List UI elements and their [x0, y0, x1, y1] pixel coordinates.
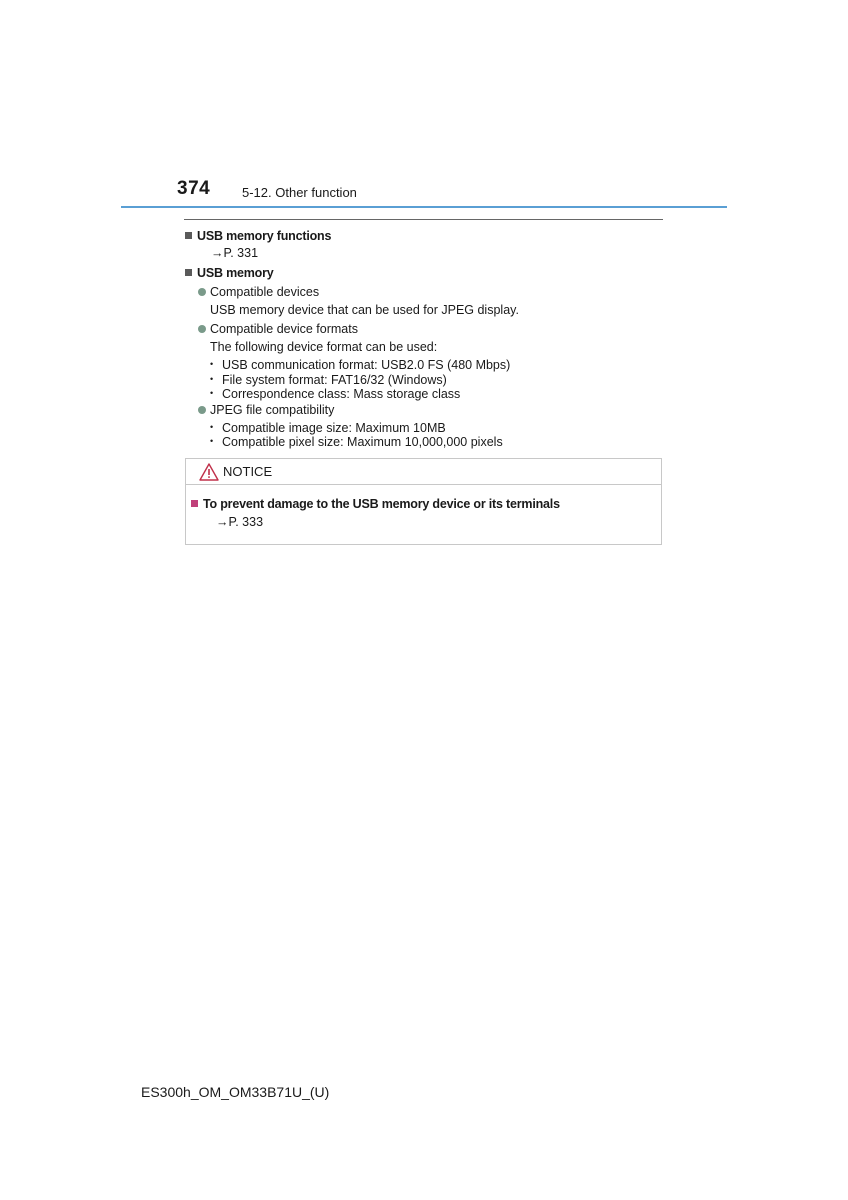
list-item: • USB communication format: USB2.0 FS (480 Mbps) — [210, 358, 511, 372]
square-bullet-icon — [191, 500, 198, 507]
compatible-devices-label: Compatible devices — [198, 285, 319, 299]
notice-title: NOTICE — [223, 464, 273, 479]
list-item: • Compatible pixel size: Maximum 10,000,000 pixels — [210, 435, 503, 449]
warning-triangle-icon — [199, 463, 219, 481]
circle-bullet-icon — [198, 406, 206, 414]
header-rule — [121, 206, 727, 208]
compatible-devices-text: USB memory device that can be used for JPEG display. — [210, 303, 519, 317]
list-item: • Correspondence class: Mass storage class — [210, 387, 461, 401]
jpeg-label: JPEG file compatibility — [198, 403, 334, 417]
page-number: 374 — [177, 178, 211, 199]
document-code: ES300h_OM_OM33B71U_(U) — [141, 1084, 330, 1100]
circle-bullet-icon — [198, 288, 206, 296]
notice-ref[interactable]: →P. 333 — [216, 515, 264, 529]
list-item: • File system format: FAT16/32 (Windows) — [210, 373, 447, 387]
usb-functions-ref[interactable]: →P. 331 — [211, 246, 259, 260]
compatible-formats-label: Compatible device formats — [198, 322, 358, 336]
notice-header — [186, 459, 661, 485]
section-title: 5-12. Other function — [242, 185, 357, 200]
compatible-formats-text: The following device format can be used: — [210, 340, 438, 354]
content-rule — [184, 219, 663, 220]
usb-functions-heading: USB memory functions — [185, 229, 331, 243]
square-bullet-icon — [185, 269, 192, 276]
notice-heading: To prevent damage to the USB memory device or its terminals — [191, 497, 560, 511]
notice-box — [185, 458, 662, 545]
list-item: • Compatible image size: Maximum 10MB — [210, 421, 446, 435]
usb-memory-heading: USB memory — [185, 266, 274, 280]
circle-bullet-icon — [198, 325, 206, 333]
square-bullet-icon — [185, 232, 192, 239]
